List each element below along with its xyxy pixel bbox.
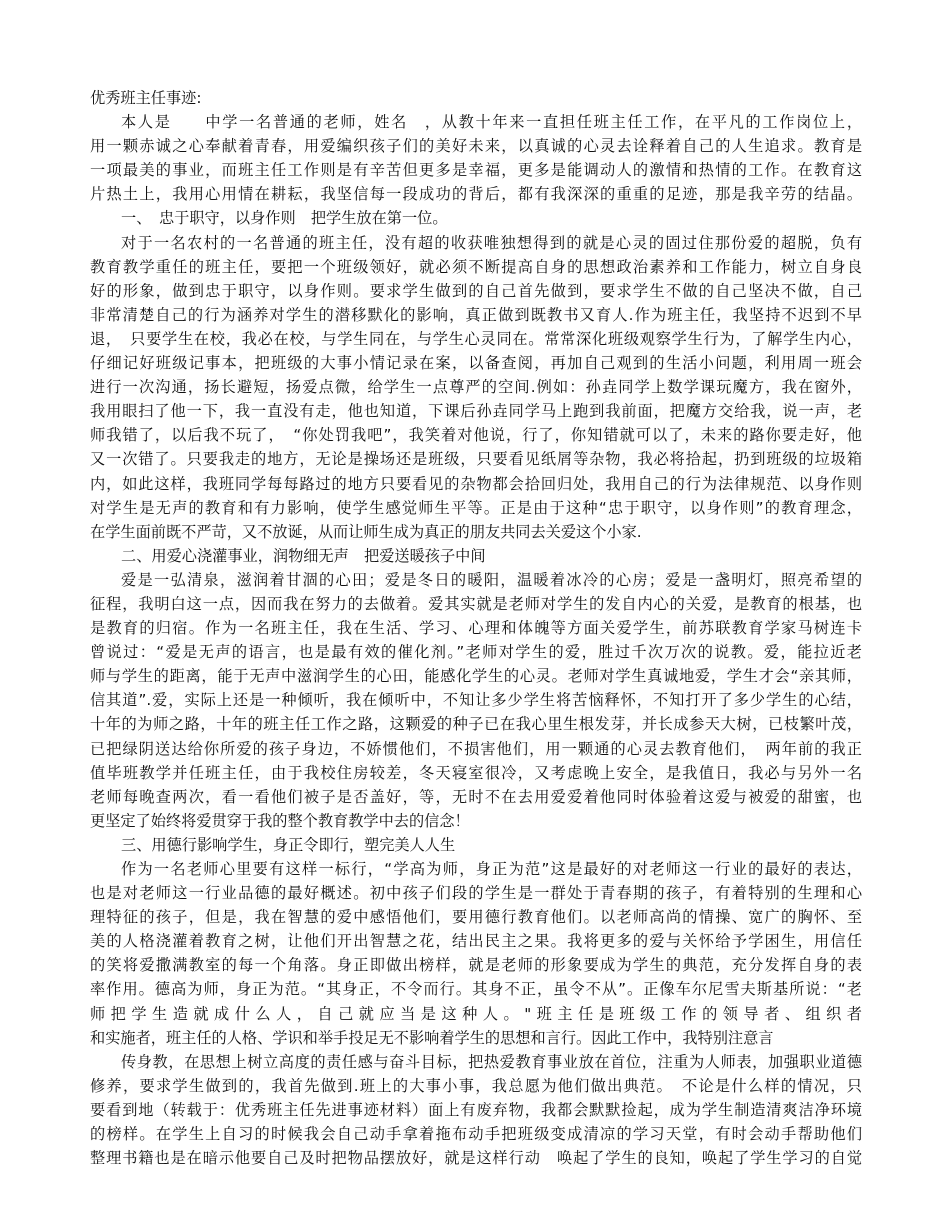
text-line: 值毕班教学并任班主任，由于我校住房较差，冬天寝室很冷，又考虑晚上安全，是我值日，我必与另外一名	[90, 763, 862, 782]
text-line: 本人是 中学一名普通的老师，姓名 ，从教十年来一直担任班主任工作，在平凡的工作岗位上，	[121, 113, 862, 132]
text-line: 更坚定了始终将爱贯穿于我的整个教育教学中去的信念！	[90, 811, 470, 830]
text-line: 好的形象，做到忠于职守，以身作则。要求学生做到的自己首先做到，要求学生不做的自己坚决不做，自己	[90, 281, 862, 300]
text-line: 也是对老师这一行业品德的最好概述。初中孩子们段的学生是一群处于青春期的孩子，有着特别的生理和心	[90, 884, 862, 903]
section-heading-1: 一、 忠于职守，以身作则 把学生放在第一位。	[121, 209, 448, 228]
text-line: 理特征的孩子，但是，我在智慧的爱中感悟他们，要用德行教育他们。以老师高尚的情操、宽广的胸怀、至	[90, 908, 862, 927]
text-line: 老师每晚查两次，看一看他们被子是否盖好，等，无时不在去用爱爱着他同时体验着这爱与被爱的甜蜜，也	[90, 787, 862, 806]
text-line: 对于一名农村的一名普通的班主任，没有超的收获唯独想得到的就是心灵的固过住那份爱的超脱，负有	[121, 233, 862, 252]
text-line: 曾说过：“爱是无声的语言，也是最有效的催化剂。”老师对学生的爱，胜过千次万次的说教。爱，能拉近老	[90, 643, 862, 662]
text-line: 征程，我明白这一点，因而我在努力的去做着。爱其实就是老师对学生的发自内心的关爱，是教育的根基，也	[90, 594, 862, 613]
text-line: 师把学生造就成什么人，自己就应当是这种人。"班主任是班级工作的领导者、组织者	[90, 1004, 862, 1023]
text-line: 信其道”.爱，实际上还是一种倾听，我在倾听中，不知让多少学生将苦恼释怀，不知打开了多少学生的心结，	[90, 691, 862, 710]
text-line	[90, 1170, 862, 1194]
text-line: 教育教学重任的班主任，要把一个班级领好，就必须不断提高自身的思想政治素养和工作能力，树立自身良	[90, 257, 862, 276]
text-line: 一项最美的事业，而班主任工作则是有辛苦但更多是幸福，更多是能调动人的激情和热情的工作。在教育这	[90, 161, 862, 180]
text-line: 对学生是无声的教育和有力影响，使学生感觉师生平等。正是由于这种“忠于职守，以身作则”的教育理念，	[90, 498, 862, 517]
section-heading-2: 二、用爱心浇灌事业，润物细无声 把爱送暖孩子中间	[121, 546, 486, 565]
text-line: 爱是一弘清泉，滋润着甘涸的心田；爱是冬日的暖阳，温暖着冰冷的心房；爱是一盏明灯，照亮希望的	[121, 570, 862, 589]
document-title: 优秀班主任事迹:	[90, 89, 202, 107]
section-heading-3: 三、用德行影响学生，身正令即行，塑完美人人生	[121, 835, 456, 854]
text-line: 修养，要求学生做到的，我首先做到.班上的大事小事，我总愿为他们做出典范。 不论是什么样的情况，只	[90, 1076, 862, 1095]
text-line: 片热土上，我用心用情在耕耘，我坚信每一段成功的背后，都有我深深的重重的足迹，那是我辛劳的结晶。	[90, 185, 862, 204]
text-line: 是教育的归宿。作为一名班主任，我在生活、学习、心理和体魄等方面关爱学生，前苏联教育学家马树连卡	[90, 619, 862, 638]
text-line: 师与学生的距离，能于无声中滋润学生的心田，能感化学生的心灵。老师对学生真诚地爱，学生才会“亲其师，	[90, 667, 862, 686]
text-line: 内，如此这样，我班同学每每路过的地方只要看见的杂物都会拾回归处，我用自己的行为法律规范、以身作则	[90, 474, 862, 493]
text-line: 整理书籍也是在暗示他要自己及时把物品摆放好，就是这样行动 唤起了学生的良知，唤起了学生学习的自觉	[90, 1149, 862, 1168]
text-line: 非常清楚自己的行为涵养对学生的潜移默化的影响，真正做到既教书又育人.作为班主任，我坚持不迟到不早	[90, 305, 862, 324]
text-line: 美的人格浇灌着教育之树，让他们开出智慧之花，结出民主之果。我将更多的爱与关怀给予学困生，用信任	[90, 932, 862, 951]
text-line: 仔细记好班级记事本，把班级的大事小情记录在案，以备查阅，再加自己观到的生活小问题，利用周一班会	[90, 354, 862, 373]
text-line: 传身教，在思想上树立高度的责任感与奋斗目标，把热爱教育事业放在首位，注重为人师表，加强职业道德	[121, 1052, 862, 1071]
text-line: 在学生面前既不严苛，又不放诞，从而让师生成为真正的朋友共同去关爱这个小家.	[90, 522, 642, 541]
text-line: 进行一次沟通，扬长避短，扬爱点微，给学生一点尊严的空间.例如：孙垚同学上数学课玩魔方，我在窗外，	[90, 378, 862, 397]
text-line: 的榜样。在学生上自习的时候我会自己动手拿着拖布动手把班级变成清凉的学习天堂，有时会动手帮助他们	[90, 1125, 862, 1144]
text-line: 十年的为师之路，十年的班主任工作之路，这颗爱的种子已在我心里生根发芽，并长成参天大树，已枝繁叶茂，	[90, 715, 862, 734]
text-line: 用一颗赤诚之心奉献着青春，用爱编织孩子们的美好未来，以真诚的心灵去诠释着自己的人生追求。教育是	[90, 137, 862, 156]
text-line: 率作用。德高为师，身正为范。“其身正，不令而行。其身不正，虽令不从”。正像车尔尼雪夫斯基所说：“老	[90, 980, 862, 999]
text-line: 师我错了，以后我不玩了， “你处罚我吧”，我笑着对他说，行了，你知错就可以了，未来的路你要走好，他	[90, 426, 862, 445]
text-line: 和实施者，班主任的人格、学识和举手投足无不影响着学生的思想和言行。因此工作中，我特别注意言	[90, 1028, 774, 1047]
document-page	[90, 86, 862, 1194]
text-line: 已把绿阴送达给你所爱的孩子身边，不娇惯他们，不损害他们，用一颗通的心灵去教育他们， 两年前的我正	[90, 739, 862, 758]
text-line: 退， 只要学生在校，我必在校，与学生同在，与学生心灵同在。常常深化班级观察学生行为，了解学生内心，	[90, 329, 862, 348]
text-line: 的笑将爱撒满教室的每一个角落。身正即做出榜样，就是老师的形象要成为学生的典范，充分发挥自身的表	[90, 956, 862, 975]
text-line: 要看到地（转载于：优秀班主任先进事迹材料）面上有废弃物，我都会默默捡起，成为学生制造清爽洁净环境	[90, 1100, 862, 1119]
text-line: 作为一名老师心里要有这样一标行，“学高为师，身正为范”这是最好的对老师这一行业的最好的表达，	[121, 860, 862, 878]
text-line: 我用眼扫了他一下，我一直没有走，他也知道，下课后孙垚同学马上跑到我前面，把魔方交给我，说一声，老	[90, 402, 862, 421]
text-line: 又一次错了。只要我走的地方，无论是操场还是班级，只要看见纸屑等杂物，我必将拾起，扔到班级的垃圾箱	[90, 450, 862, 469]
